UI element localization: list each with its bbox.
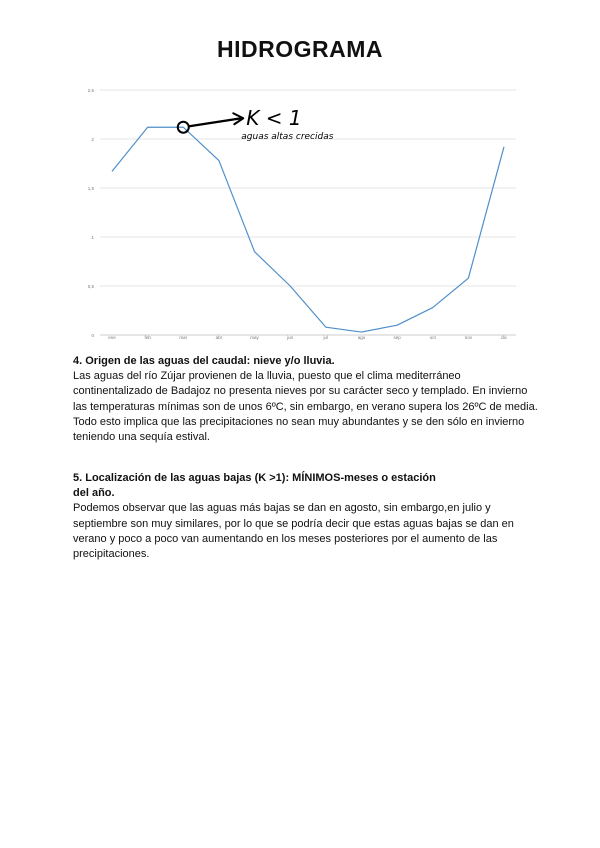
x-tick-label: dic <box>501 335 507 340</box>
x-tick-label: may <box>250 335 259 340</box>
y-tick-label: 0,5 <box>87 284 94 289</box>
x-tick-label: jun <box>287 335 294 340</box>
section-low-waters <box>73 471 543 562</box>
series-line <box>112 127 504 332</box>
y-tick-label: 1,5 <box>87 186 94 191</box>
hydrograph-chart <box>80 80 520 352</box>
y-tick-label: 0 <box>91 333 94 338</box>
section-low-waters-heading-line-2: del año. <box>73 487 115 500</box>
section-origin <box>73 354 543 445</box>
section-origin-paragraph-1: Las aguas del río Zújar provienen de la lluvia, puesto que el clima mediterráneo continentalizado de Badajoz no presenta nieves por su carácter seco y templado. En invierno las temperaturas mínimas son de unos 6ºC, sin embargo, en verano supera los 26ºC de media. <box>73 370 538 413</box>
x-tick-label: ago <box>357 335 366 340</box>
x-tick-label: oct <box>429 335 436 340</box>
x-tick-label: sep <box>393 335 401 340</box>
x-tick-label: ene <box>108 335 116 340</box>
page-title: HIDROGRAMA <box>217 36 383 62</box>
annotation-label: K < 1 <box>246 106 302 131</box>
x-tick-label: jul <box>323 335 329 340</box>
annotation-arrow <box>189 118 241 126</box>
x-tick-label: feb <box>144 335 151 340</box>
section-low-waters-paragraph: Podemos observar que las aguas más bajas se dan en agosto, sin embargo,en julio y septiembre son muy similares, por lo que se podría decir que estas aguas bajas se dan en verano y poco a poco van aumentando en los meses posteriores por el aumento de las precipitaciones. <box>73 502 514 561</box>
x-tick-label: mar <box>179 335 188 340</box>
y-tick-label: 2 <box>91 137 94 142</box>
annotation-note: aguas altas crecidas <box>241 132 334 143</box>
x-tick-label: nov <box>464 335 472 340</box>
x-tick-label: abr <box>215 335 223 340</box>
y-tick-label: 1 <box>91 235 94 240</box>
section-origin-heading: 4. Origen de las aguas del caudal: nieve y/o lluvia. <box>73 355 335 367</box>
section-origin-paragraph-2: Todo esto implica que las precipitaciones no sean muy abundantes y se den sólo en invierno teniendo una sequía estival. <box>73 415 525 444</box>
section-low-waters-heading <box>73 471 543 501</box>
y-tick-label: 2,5 <box>87 88 94 93</box>
section-low-waters-heading-line-1: 5. Localización de las aguas bajas (K >1): MÍNIMOS-meses o estación <box>73 472 436 484</box>
